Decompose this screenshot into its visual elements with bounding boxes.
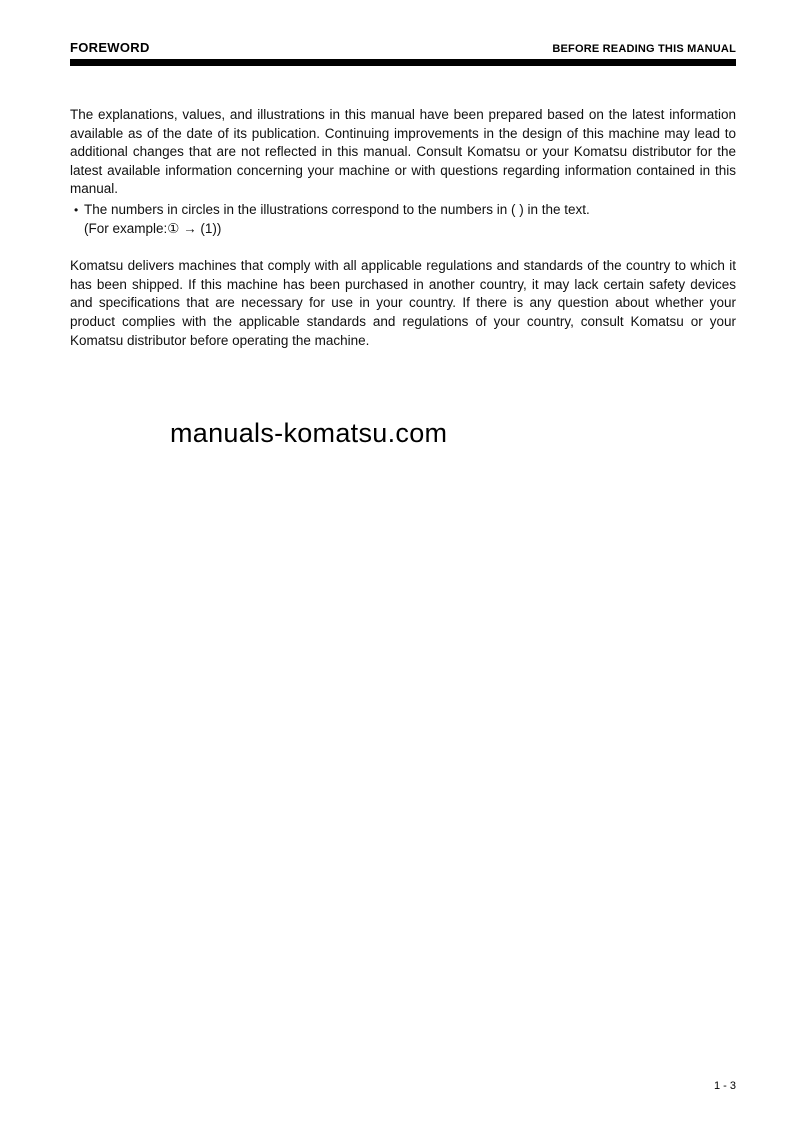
page-content (70, 106, 736, 449)
header-chapter-title: BEFORE READING THIS MANUAL (552, 43, 736, 55)
bullet-icon: • (74, 202, 79, 217)
list-item (70, 201, 736, 238)
header-section-title: FOREWORD (70, 40, 150, 55)
paragraph-intro: The explanations, values, and illustrations in this manual have been prepared based on the latest information available as of the date of its publication. Continuing improvements in the design of this machine may lead to additional changes that are not reflected in this manual. Consult Komatsu or your Komatsu distributor for the latest available information concerning your machine or with questions regarding information contained in this manual. (70, 107, 736, 197)
page-number: 1 - 3 (713, 1080, 736, 1092)
bullet-text: The numbers in circles in the illustrations correspond to the numbers in ( ) in the text. (84, 201, 590, 217)
page-header (70, 40, 736, 66)
header-divider-bar (70, 59, 736, 66)
header-row (70, 40, 736, 55)
bullet-body (84, 201, 736, 238)
watermark-text: manuals-komatsu.com (170, 418, 448, 449)
bullet-example-text: (For example:① → (1)) (84, 220, 222, 236)
paragraph-compliance: Komatsu delivers machines that comply with all applicable regulations and standards of the country to which it has been shipped. If this machine has been purchased in another country, it may lack certain safety devices and specifications that are necessary for use in your country. If there is any question about whether your product complies with the applicable standards and regulations of your country, consult Komatsu or your Komatsu distributor before operating the machine. (70, 258, 736, 348)
